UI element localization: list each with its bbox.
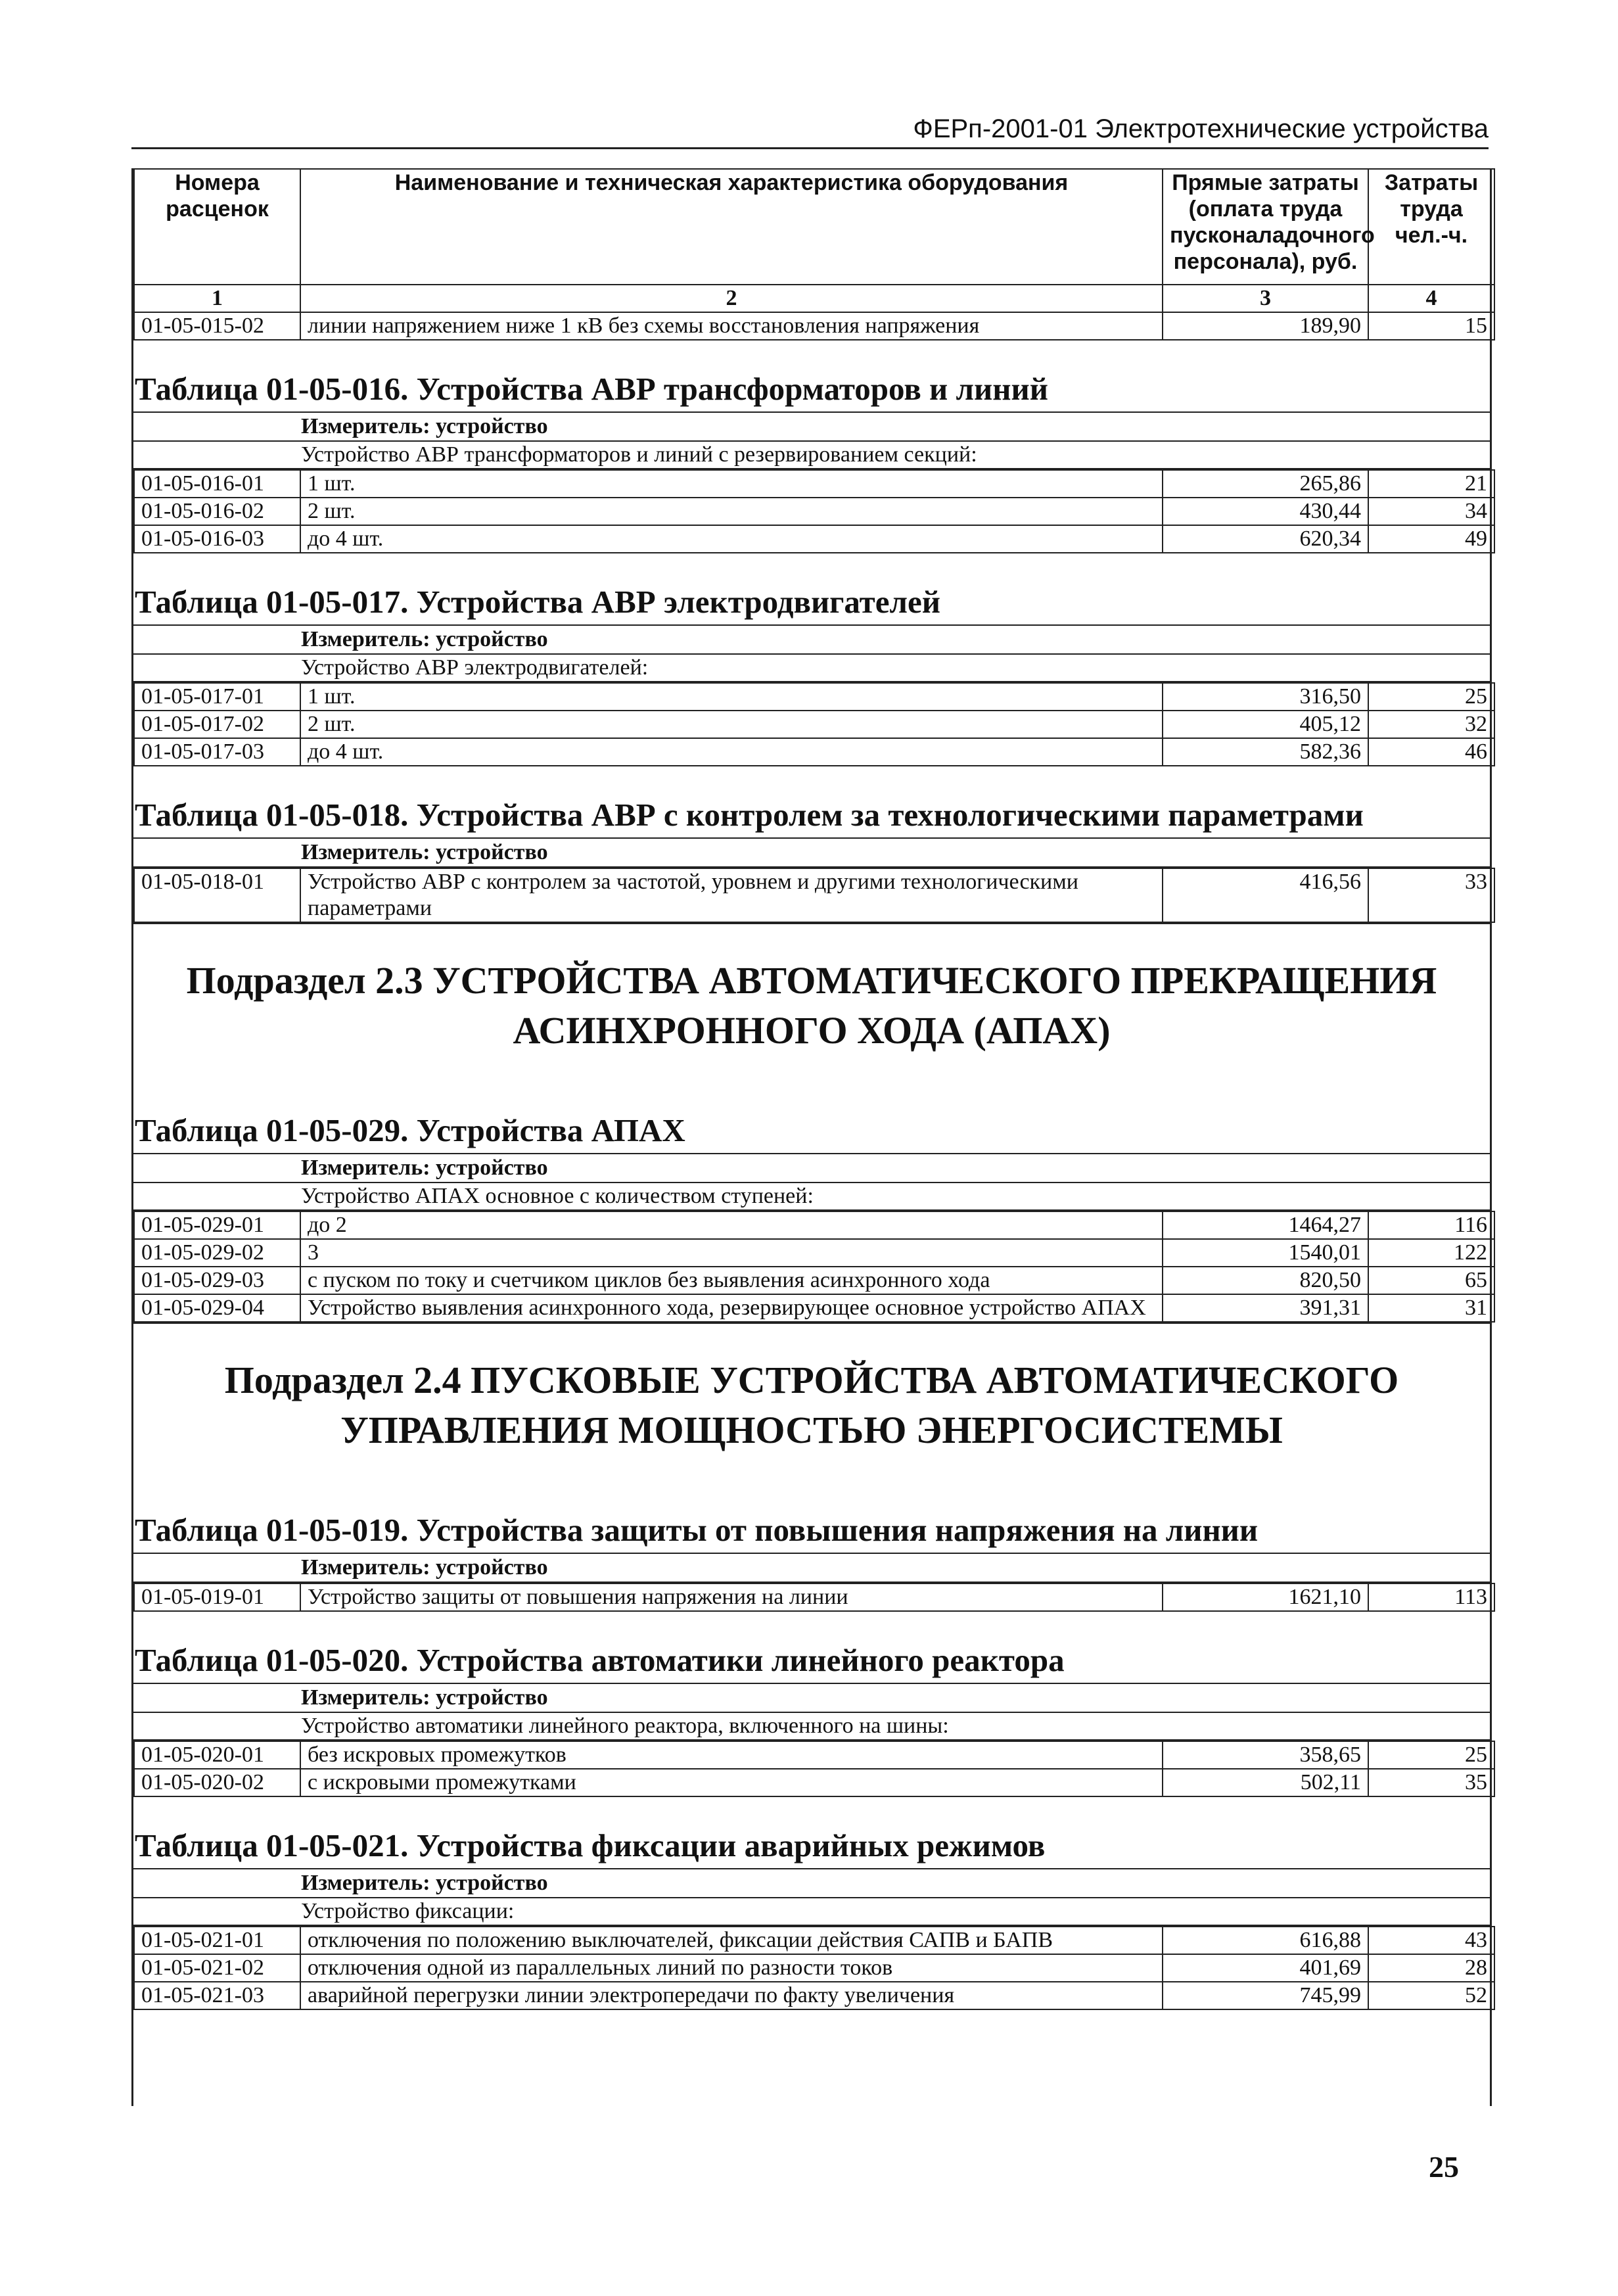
row-cost: 189,90 xyxy=(1163,312,1368,340)
table-row xyxy=(134,498,1494,525)
column-number: 1 xyxy=(134,285,300,312)
row-code: 01-05-017-01 xyxy=(134,683,300,711)
column-number: 2 xyxy=(300,285,1163,312)
row-cost: 391,31 xyxy=(1163,1294,1368,1322)
rate-table xyxy=(133,1926,1495,2010)
row-cost: 401,69 xyxy=(1163,1954,1368,1982)
row-labor: 35 xyxy=(1368,1769,1494,1796)
row-code: 01-05-016-01 xyxy=(134,470,300,498)
table-row xyxy=(134,1211,1494,1239)
row-code: 01-05-029-04 xyxy=(134,1294,300,1322)
row-code: 01-05-021-02 xyxy=(134,1954,300,1982)
row-name: до 4 шт. xyxy=(300,738,1163,766)
row-labor: 25 xyxy=(1368,1741,1494,1769)
group-caption: Устройство АВР электродвигателей: xyxy=(133,655,1490,682)
row-cost: 616,88 xyxy=(1163,1927,1368,1954)
row-code: 01-05-017-03 xyxy=(134,738,300,766)
row-name: 3 xyxy=(300,1239,1163,1267)
row-cost: 745,99 xyxy=(1163,1982,1368,2009)
column-number: 3 xyxy=(1163,285,1368,312)
row-code: 01-05-021-03 xyxy=(134,1982,300,2009)
row-name: 1 шт. xyxy=(300,470,1163,498)
row-labor: 122 xyxy=(1368,1239,1494,1267)
row-labor: 28 xyxy=(1368,1954,1494,1982)
row-code: 01-05-020-01 xyxy=(134,1741,300,1769)
column-number: 4 xyxy=(1368,285,1494,312)
table-row xyxy=(134,868,1494,922)
row-name: аварийной перегрузки линии электропередачи по факту увеличения xyxy=(300,1982,1163,2009)
table-title: Таблица 01-05-029. Устройства АПАХ xyxy=(133,1082,1490,1154)
row-labor: 65 xyxy=(1368,1267,1494,1294)
row-code: 01-05-020-02 xyxy=(134,1769,300,1796)
table-row xyxy=(134,1927,1494,1954)
table-meter: Измеритель: устройство xyxy=(133,839,1490,868)
table-meter: Измеритель: устройство xyxy=(133,1154,1490,1183)
row-name: Устройство АВР с контролем за частотой, уровнем и другими технологическими параметрами xyxy=(300,868,1163,922)
row-cost: 1464,27 xyxy=(1163,1211,1368,1239)
row-cost: 316,50 xyxy=(1163,683,1368,711)
table-row xyxy=(134,312,1494,340)
row-name: с пуском по току и счетчиком циклов без выявления асинхронного хода xyxy=(300,1267,1163,1294)
column-header-code: Номера расценок xyxy=(134,169,300,285)
rate-table xyxy=(133,469,1495,553)
table-title: Таблица 01-05-020. Устройства автоматики линейного реактора xyxy=(133,1612,1490,1684)
row-labor: 15 xyxy=(1368,312,1494,340)
table-row xyxy=(134,470,1494,498)
table-meter: Измеритель: устройство xyxy=(133,1684,1490,1713)
page-number: 25 xyxy=(1429,2150,1459,2184)
group-caption: Устройство АВР трансформаторов и линий с резервированием секций: xyxy=(133,442,1490,469)
table-row xyxy=(134,1267,1494,1294)
table-row xyxy=(134,1583,1494,1611)
row-cost: 582,36 xyxy=(1163,738,1368,766)
row-cost: 358,65 xyxy=(1163,1741,1368,1769)
column-header-cost: Прямые затраты (оплата труда пусконаладочного персонала), руб. xyxy=(1163,169,1368,285)
table-row xyxy=(134,1954,1494,1982)
section-heading: Подраздел 2.3 УСТРОЙСТВА АВТОМАТИЧЕСКОГО ПРЕКРАЩЕНИЯ АСИНХРОННОГО ХОДА (АПАХ) xyxy=(133,923,1490,1082)
row-name: 2 шт. xyxy=(300,711,1163,738)
row-code: 01-05-029-01 xyxy=(134,1211,300,1239)
row-labor: 43 xyxy=(1368,1927,1494,1954)
page-header xyxy=(131,113,1489,149)
row-cost: 1540,01 xyxy=(1163,1239,1368,1267)
row-name: Устройство выявления асинхронного хода, резервирующее основное устройство АПАХ xyxy=(300,1294,1163,1322)
table-meter: Измеритель: устройство xyxy=(133,1554,1490,1583)
row-labor: 46 xyxy=(1368,738,1494,766)
row-name: до 2 xyxy=(300,1211,1163,1239)
row-labor: 21 xyxy=(1368,470,1494,498)
row-code: 01-05-017-02 xyxy=(134,711,300,738)
page-header-title: ФЕРп-2001-01 Электротехнические устройства xyxy=(913,114,1489,143)
rate-table xyxy=(133,868,1495,923)
rate-table xyxy=(133,1741,1495,1797)
row-name: без искровых промежутков xyxy=(300,1741,1163,1769)
row-name: 1 шт. xyxy=(300,683,1163,711)
table-meter: Измеритель: устройство xyxy=(133,1869,1490,1898)
table-meter: Измеритель: устройство xyxy=(133,626,1490,655)
row-labor: 32 xyxy=(1368,711,1494,738)
table-row xyxy=(134,1239,1494,1267)
table-row xyxy=(134,1982,1494,2009)
row-name: Устройство защиты от повышения напряжения на линии xyxy=(300,1583,1163,1611)
row-cost: 502,11 xyxy=(1163,1769,1368,1796)
table-meter: Измеритель: устройство xyxy=(133,413,1490,442)
row-code: 01-05-018-01 xyxy=(134,868,300,922)
row-cost: 405,12 xyxy=(1163,711,1368,738)
row-code: 01-05-019-01 xyxy=(134,1583,300,1611)
row-code: 01-05-016-02 xyxy=(134,498,300,525)
table-title: Таблица 01-05-017. Устройства АВР электродвигателей xyxy=(133,553,1490,626)
row-labor: 25 xyxy=(1368,683,1494,711)
row-cost: 620,34 xyxy=(1163,525,1368,553)
row-labor: 116 xyxy=(1368,1211,1494,1239)
row-labor: 31 xyxy=(1368,1294,1494,1322)
row-labor: 113 xyxy=(1368,1583,1494,1611)
row-name: линии напряжением ниже 1 кВ без схемы восстановления напряжения xyxy=(300,312,1163,340)
rate-table xyxy=(133,682,1495,766)
table-title: Таблица 01-05-018. Устройства АВР с контролем за технологическими параметрами xyxy=(133,766,1490,839)
table-row xyxy=(134,525,1494,553)
row-labor: 49 xyxy=(1368,525,1494,553)
group-caption: Устройство фиксации: xyxy=(133,1898,1490,1926)
row-name: отключения одной из параллельных линий по разности токов xyxy=(300,1954,1163,1982)
table-row xyxy=(134,1741,1494,1769)
row-code: 01-05-029-03 xyxy=(134,1267,300,1294)
table-title: Таблица 01-05-021. Устройства фиксации аварийных режимов xyxy=(133,1797,1490,1869)
column-header-table xyxy=(133,168,1495,340)
row-cost: 820,50 xyxy=(1163,1267,1368,1294)
row-labor: 33 xyxy=(1368,868,1494,922)
document-body xyxy=(133,340,1490,2010)
document-sheet xyxy=(131,168,1492,2106)
group-caption: Устройство автоматики линейного реактора, включенного на шины: xyxy=(133,1713,1490,1741)
row-cost: 416,56 xyxy=(1163,868,1368,922)
row-labor: 52 xyxy=(1368,1982,1494,2009)
row-name: отключения по положению выключателей, фиксации действия САПВ и БАПВ xyxy=(300,1927,1163,1954)
table-row xyxy=(134,683,1494,711)
row-code: 01-05-029-02 xyxy=(134,1239,300,1267)
table-row xyxy=(134,1769,1494,1796)
section-heading: Подраздел 2.4 ПУСКОВЫЕ УСТРОЙСТВА АВТОМАТИЧЕСКОГО УПРАВЛЕНИЯ МОЩНОСТЬЮ ЭНЕРГОСИСТЕМЫ xyxy=(133,1323,1490,1482)
table-title: Таблица 01-05-019. Устройства защиты от повышения напряжения на линии xyxy=(133,1482,1490,1554)
group-caption: Устройство АПАХ основное с количеством ступеней: xyxy=(133,1183,1490,1211)
row-code: 01-05-015-02 xyxy=(134,312,300,340)
row-name: до 4 шт. xyxy=(300,525,1163,553)
row-name: с искровыми промежутками xyxy=(300,1769,1163,1796)
row-name: 2 шт. xyxy=(300,498,1163,525)
row-code: 01-05-021-01 xyxy=(134,1927,300,1954)
row-labor: 34 xyxy=(1368,498,1494,525)
table-row xyxy=(134,1294,1494,1322)
row-code: 01-05-016-03 xyxy=(134,525,300,553)
row-cost: 430,44 xyxy=(1163,498,1368,525)
column-header-name: Наименование и техническая характеристика оборудования xyxy=(300,169,1163,285)
row-cost: 1621,10 xyxy=(1163,1583,1368,1611)
table-row xyxy=(134,738,1494,766)
table-row xyxy=(134,711,1494,738)
table-title: Таблица 01-05-016. Устройства АВР трансформаторов и линий xyxy=(133,340,1490,413)
column-header-labor: Затраты труда чел.-ч. xyxy=(1368,169,1494,285)
row-cost: 265,86 xyxy=(1163,470,1368,498)
rate-table xyxy=(133,1211,1495,1323)
rate-table xyxy=(133,1583,1495,1612)
